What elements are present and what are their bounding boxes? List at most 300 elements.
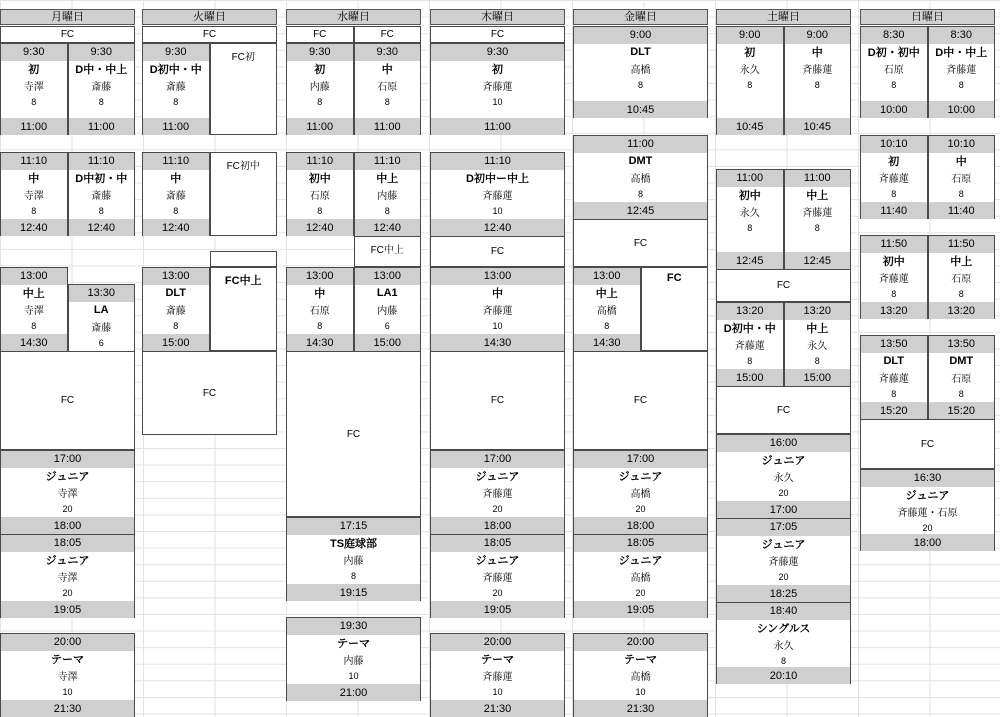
- lesson-name: ジュニア: [45, 470, 90, 483]
- coach-name: 内藤: [343, 655, 364, 667]
- lesson-block: [716, 434, 851, 518]
- start-time: 13:20: [785, 303, 851, 320]
- fc-class-block: FC中上: [354, 236, 422, 267]
- lesson-block: [354, 267, 422, 351]
- fc-block: FC: [573, 219, 708, 267]
- end-time: 12:40: [69, 219, 135, 236]
- lesson-name: テーマ: [624, 653, 657, 666]
- lesson-block: [430, 152, 565, 236]
- coach-name: 永久: [773, 640, 794, 652]
- lesson-name: ジュニア: [45, 554, 90, 567]
- start-time: 9:00: [717, 27, 783, 44]
- capacity: 20: [62, 588, 73, 599]
- lesson-block: [573, 534, 708, 618]
- capacity: 8: [604, 321, 610, 332]
- lesson-block: [573, 267, 641, 351]
- fc-block: FC: [0, 26, 135, 43]
- capacity: 8: [814, 223, 820, 234]
- fc-class-block: FC: [641, 267, 709, 351]
- start-time: 11:50: [861, 236, 927, 253]
- start-time: 20:00: [574, 634, 707, 651]
- day-column: [860, 9, 995, 709]
- capacity: 8: [637, 189, 643, 200]
- coach-name: 寺澤: [23, 190, 44, 202]
- end-time: 12:45: [574, 202, 707, 219]
- start-time: 20:00: [431, 634, 564, 651]
- coach-name: 石原: [951, 273, 972, 285]
- end-time: 21:30: [431, 700, 564, 717]
- lesson-name: 中: [314, 287, 326, 300]
- coach-name: 高橋: [630, 572, 651, 584]
- lesson-name: TS庭球部: [329, 537, 378, 550]
- start-time: 11:10: [1, 153, 67, 170]
- capacity: 10: [492, 97, 503, 108]
- capacity: 20: [922, 523, 933, 534]
- capacity: 20: [635, 588, 646, 599]
- lesson-block: [860, 135, 928, 219]
- lesson-block: [716, 518, 851, 602]
- lesson-name: ジュニア: [761, 538, 806, 551]
- fc-class-block: FC初中: [210, 152, 278, 236]
- start-time: 11:10: [431, 153, 564, 170]
- coach-name: 斉藤蓮: [482, 572, 513, 584]
- lesson-block: [0, 450, 135, 534]
- coach-name: 内藤: [377, 305, 398, 317]
- coach-name: 内藤: [309, 81, 330, 93]
- start-time: 10:10: [929, 136, 995, 153]
- start-time: 9:30: [287, 44, 353, 61]
- lesson-name: テーマ: [481, 653, 514, 666]
- start-time: 11:10: [355, 153, 421, 170]
- lesson-block: [573, 26, 708, 118]
- coach-name: 斉藤蓮: [878, 373, 909, 385]
- day-header: 水曜日: [286, 9, 421, 25]
- lesson-name: 初: [888, 155, 900, 168]
- end-time: 13:20: [861, 302, 927, 319]
- capacity: 8: [891, 389, 897, 400]
- fc-block: FC: [573, 351, 708, 450]
- coach-name: 斉藤蓮: [482, 671, 513, 683]
- capacity: 8: [958, 389, 964, 400]
- capacity: 20: [492, 504, 503, 515]
- capacity: 8: [384, 206, 390, 217]
- capacity: 8: [317, 321, 323, 332]
- lesson-block: [860, 26, 928, 118]
- lesson-name: 中: [811, 46, 823, 59]
- coach-name: 永久: [739, 207, 760, 219]
- end-time: 18:25: [717, 585, 850, 602]
- end-time: 12:40: [1, 219, 67, 236]
- coach-name: 斎藤: [165, 190, 186, 202]
- lesson-name: 中上: [950, 255, 973, 268]
- coach-name: 寺澤: [57, 488, 78, 500]
- start-time: 13:00: [1, 268, 67, 285]
- lesson-block: [716, 26, 784, 135]
- day-column: [716, 9, 851, 709]
- end-time: 12:45: [785, 252, 851, 269]
- fc-block: FC: [286, 26, 354, 43]
- coach-name: 永久: [773, 472, 794, 484]
- end-time: 10:00: [861, 101, 927, 118]
- capacity: 8: [891, 189, 897, 200]
- lesson-name: D中・中上: [75, 63, 128, 76]
- end-time: 15:00: [355, 334, 421, 351]
- lesson-block: [928, 235, 996, 319]
- fc-class-block: FC中上: [210, 267, 278, 351]
- start-time: 17:15: [287, 518, 420, 535]
- lesson-block: [784, 302, 852, 386]
- coach-name: 斉藤蓮: [482, 305, 513, 317]
- start-time: 18:40: [717, 603, 850, 620]
- capacity: 8: [98, 206, 104, 217]
- coach-name: 斎藤: [91, 190, 112, 202]
- coach-name: 斎藤: [91, 81, 112, 93]
- capacity: 8: [958, 80, 964, 91]
- end-time: 11:00: [1, 118, 67, 135]
- lesson-block: [286, 617, 421, 701]
- lesson-block: [142, 267, 210, 351]
- start-time: 9:00: [785, 27, 851, 44]
- start-time: 9:30: [143, 44, 209, 61]
- end-time: 10:45: [717, 118, 783, 135]
- capacity: 8: [891, 289, 897, 300]
- coach-name: 斉藤蓮: [878, 173, 909, 185]
- end-time: 14:30: [431, 334, 564, 351]
- lesson-block: [354, 152, 422, 236]
- start-time: 13:50: [861, 336, 927, 353]
- end-time: 14:30: [1, 334, 67, 351]
- lesson-block: [0, 152, 68, 236]
- lesson-name: ジュニア: [905, 489, 950, 502]
- lesson-name: 初中: [738, 189, 761, 202]
- capacity: 8: [637, 80, 643, 91]
- start-time: 18:05: [1, 535, 134, 552]
- lesson-block: [784, 169, 852, 269]
- end-time: 20:10: [717, 667, 850, 684]
- lesson-name: 中上: [376, 172, 399, 185]
- coach-name: 斉藤蓮: [482, 81, 513, 93]
- start-time: 9:30: [431, 44, 564, 61]
- coach-name: 斉藤蓮: [768, 556, 799, 568]
- start-time: 16:30: [861, 470, 994, 487]
- end-time: 11:00: [143, 118, 209, 135]
- lesson-block: [68, 152, 136, 236]
- coach-name: 斉藤蓮: [946, 64, 977, 76]
- end-time: 15:00: [143, 334, 209, 351]
- coach-name: 寺澤: [57, 671, 78, 683]
- day-header: 木曜日: [430, 9, 565, 25]
- lesson-name: 初: [744, 46, 756, 59]
- lesson-name: D中・中上: [935, 46, 988, 59]
- lesson-name: DLT: [165, 286, 187, 299]
- end-time: 21:30: [574, 700, 707, 717]
- lesson-name: D初・初中: [867, 46, 920, 59]
- day-header: 月曜日: [0, 9, 135, 25]
- start-time: 9:30: [355, 44, 421, 61]
- capacity: 20: [62, 504, 73, 515]
- coach-name: 斉藤蓮: [734, 340, 765, 352]
- capacity: 8: [891, 80, 897, 91]
- capacity: 20: [635, 504, 646, 515]
- capacity: 8: [173, 321, 179, 332]
- start-time: 17:00: [1, 451, 134, 468]
- start-time: 9:00: [574, 27, 707, 44]
- lesson-block: [928, 335, 996, 419]
- lesson-block: [142, 43, 210, 135]
- start-time: 20:00: [1, 634, 134, 651]
- lesson-name: 中: [170, 172, 182, 185]
- lesson-block: [430, 43, 565, 135]
- coach-name: 斎藤: [91, 322, 112, 334]
- lesson-name: 初中: [308, 172, 331, 185]
- end-time: 11:00: [431, 118, 564, 135]
- end-time: 19:05: [574, 601, 707, 618]
- start-time: 16:00: [717, 435, 850, 452]
- capacity: 6: [98, 338, 104, 349]
- fc-block: FC: [142, 351, 277, 435]
- start-time: 19:30: [287, 618, 420, 635]
- coach-name: 斉藤蓮: [878, 273, 909, 285]
- start-time: 9:30: [69, 44, 135, 61]
- lesson-name: 中: [381, 63, 393, 76]
- end-time: 12:45: [717, 252, 783, 269]
- capacity: 8: [958, 189, 964, 200]
- end-time: 19:05: [1, 601, 134, 618]
- lesson-name: D初中・中: [149, 63, 202, 76]
- start-time: 13:00: [574, 268, 640, 285]
- lesson-name: D初中・中: [723, 322, 776, 335]
- start-time: 11:10: [69, 153, 135, 170]
- start-time: 17:05: [717, 519, 850, 536]
- lesson-block: [286, 267, 354, 351]
- end-time: 15:20: [861, 402, 927, 419]
- end-time: 14:30: [574, 334, 640, 351]
- lesson-name: LA1: [376, 286, 398, 299]
- end-time: 11:00: [69, 118, 135, 135]
- lesson-block: [573, 135, 708, 219]
- end-time: 12:40: [143, 219, 209, 236]
- lesson-block: [286, 43, 354, 135]
- start-time: 11:00: [785, 170, 851, 187]
- end-time: 15:00: [785, 369, 851, 386]
- coach-name: 斎藤: [165, 81, 186, 93]
- capacity: 8: [317, 206, 323, 217]
- lesson-name: 中: [28, 172, 40, 185]
- fc-block: FC: [286, 351, 421, 517]
- start-time: 11:10: [143, 153, 209, 170]
- fc-block: FC: [142, 26, 277, 43]
- capacity: 20: [492, 588, 503, 599]
- coach-name: 高橋: [630, 671, 651, 683]
- end-time: 14:30: [287, 334, 353, 351]
- start-time: 11:00: [574, 136, 707, 153]
- coach-name: 斎藤: [165, 305, 186, 317]
- lesson-name: ジュニア: [618, 470, 663, 483]
- capacity: 8: [31, 206, 37, 217]
- capacity: 20: [778, 572, 789, 583]
- coach-name: 石原: [309, 305, 330, 317]
- capacity: 6: [384, 321, 390, 332]
- capacity: 8: [31, 97, 37, 108]
- capacity: 8: [384, 97, 390, 108]
- start-time: 13:00: [431, 268, 564, 285]
- coach-name: 石原: [377, 81, 398, 93]
- lesson-block: [0, 534, 135, 618]
- lesson-name: DMT: [628, 154, 653, 167]
- start-time: 11:10: [287, 153, 353, 170]
- coach-name: 寺澤: [23, 81, 44, 93]
- start-time: 18:05: [431, 535, 564, 552]
- lesson-name: DLT: [630, 45, 651, 58]
- start-time: 13:30: [69, 285, 135, 302]
- start-time: 11:00: [717, 170, 783, 187]
- day-header: 土曜日: [716, 9, 851, 25]
- lesson-name: テーマ: [337, 637, 370, 650]
- end-time: 15:00: [717, 369, 783, 386]
- fc-block: FC: [860, 419, 995, 469]
- capacity: 8: [814, 356, 820, 367]
- lesson-name: ジュニア: [761, 454, 806, 467]
- lesson-block: [860, 235, 928, 319]
- fc-block: FC: [0, 351, 135, 450]
- start-time: 8:30: [929, 27, 995, 44]
- start-time: 13:00: [287, 268, 353, 285]
- lesson-block: [0, 633, 135, 717]
- lesson-name: ジュニア: [475, 470, 520, 483]
- capacity: 8: [317, 97, 323, 108]
- fc-block: FC: [430, 26, 565, 43]
- end-time: 11:40: [929, 202, 995, 219]
- capacity: 10: [348, 671, 359, 682]
- start-time: 18:05: [574, 535, 707, 552]
- capacity: 10: [635, 687, 646, 698]
- end-time: 18:00: [1, 517, 134, 534]
- capacity: 8: [958, 289, 964, 300]
- capacity: 8: [173, 206, 179, 217]
- end-time: 18:00: [431, 517, 564, 534]
- start-time: 13:00: [143, 268, 209, 285]
- lesson-block: [860, 469, 995, 551]
- start-time: 9:30: [1, 44, 67, 61]
- capacity: 8: [814, 80, 820, 91]
- capacity: 8: [747, 223, 753, 234]
- fc-block: FC: [716, 269, 851, 302]
- end-time: 10:00: [929, 101, 995, 118]
- lesson-name: 中上: [806, 322, 829, 335]
- lesson-name: ジュニア: [475, 554, 520, 567]
- coach-name: 寺澤: [23, 305, 44, 317]
- capacity: 8: [747, 80, 753, 91]
- coach-name: 石原: [309, 190, 330, 202]
- lesson-block: [716, 302, 784, 386]
- lesson-block: [573, 633, 708, 717]
- start-time: 8:30: [861, 27, 927, 44]
- capacity: 8: [173, 97, 179, 108]
- end-time: 19:05: [431, 601, 564, 618]
- lesson-name: 中: [955, 155, 967, 168]
- coach-name: 石原: [951, 173, 972, 185]
- capacity: 8: [780, 656, 786, 667]
- coach-name: 高橋: [630, 173, 651, 185]
- empty-block: [210, 251, 278, 267]
- coach-name: 石原: [883, 64, 904, 76]
- end-time: 21:00: [287, 684, 420, 701]
- lesson-name: D初中ー中上: [466, 172, 529, 185]
- lesson-name: 初: [492, 63, 503, 76]
- lesson-name: 初中: [882, 255, 905, 268]
- lesson-name: 中上: [595, 287, 618, 300]
- lesson-block: [430, 633, 565, 717]
- lesson-name: 初: [28, 63, 40, 76]
- end-time: 12:40: [355, 219, 421, 236]
- lesson-block: [68, 43, 136, 135]
- lesson-block: [430, 267, 565, 351]
- start-time: 17:00: [574, 451, 707, 468]
- fc-block: FC: [716, 386, 851, 434]
- lesson-block: [716, 602, 851, 684]
- lesson-block: [716, 169, 784, 269]
- lesson-name: D中初・中: [75, 172, 128, 185]
- fc-block: FC: [354, 26, 422, 43]
- lesson-block: [0, 267, 68, 351]
- coach-name: 寺澤: [57, 572, 78, 584]
- capacity: 10: [62, 687, 73, 698]
- lesson-name: テーマ: [51, 653, 84, 666]
- lesson-name: 初: [314, 63, 326, 76]
- start-time: 11:50: [929, 236, 995, 253]
- start-time: 13:00: [355, 268, 421, 285]
- lesson-name: 中上: [806, 189, 829, 202]
- lesson-block: [784, 26, 852, 135]
- end-time: 11:00: [355, 118, 421, 135]
- lesson-block: [860, 335, 928, 419]
- end-time: 18:00: [574, 517, 707, 534]
- end-time: 13:20: [929, 302, 995, 319]
- end-time: 21:30: [1, 700, 134, 717]
- coach-name: 斉藤蓮: [482, 190, 513, 202]
- lesson-block: [430, 450, 565, 534]
- coach-name: 斉藤蓮: [482, 488, 513, 500]
- lesson-block: [286, 152, 354, 236]
- day-header: 金曜日: [573, 9, 708, 25]
- coach-name: 斉藤蓮: [802, 64, 833, 76]
- capacity: 8: [350, 571, 356, 582]
- lesson-block: [142, 152, 210, 236]
- start-time: 10:10: [861, 136, 927, 153]
- lesson-name: ジュニア: [618, 554, 663, 567]
- lesson-block: [573, 450, 708, 534]
- coach-name: 永久: [739, 64, 760, 76]
- lesson-name: シングルス: [756, 622, 811, 635]
- end-time: 10:45: [785, 118, 851, 135]
- capacity: 20: [778, 488, 789, 499]
- lesson-name: 中: [492, 287, 503, 300]
- lesson-block: [928, 26, 996, 118]
- coach-name: 永久: [807, 340, 828, 352]
- end-time: 12:40: [287, 219, 353, 236]
- coach-name: 高橋: [630, 64, 651, 76]
- coach-name: 高橋: [596, 305, 617, 317]
- end-time: 15:20: [929, 402, 995, 419]
- lesson-block: [928, 135, 996, 219]
- coach-name: 内藤: [343, 555, 364, 567]
- coach-name: 高橋: [630, 488, 651, 500]
- capacity: 8: [31, 321, 37, 332]
- start-time: 13:20: [717, 303, 783, 320]
- day-header: 日曜日: [860, 9, 995, 25]
- end-time: 11:40: [861, 202, 927, 219]
- start-time: 17:00: [431, 451, 564, 468]
